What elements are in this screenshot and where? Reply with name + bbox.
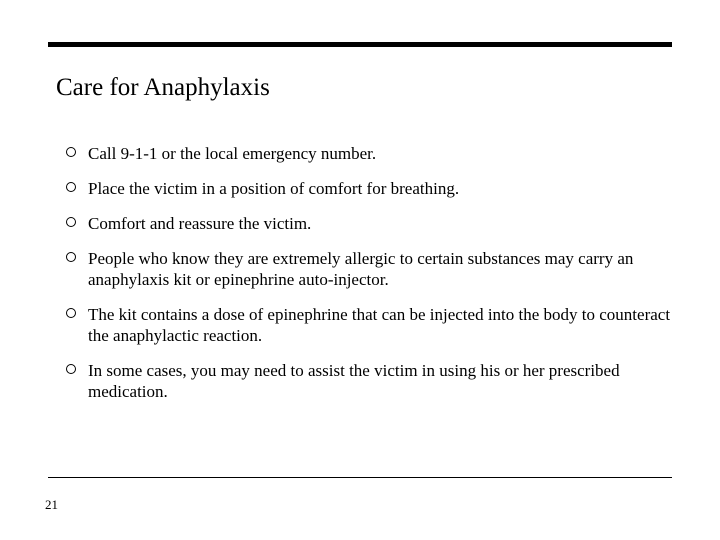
circle-bullet-icon (66, 364, 76, 374)
slide-title: Care for Anaphylaxis (56, 74, 270, 101)
bullet-item (66, 304, 686, 346)
circle-bullet-icon (66, 308, 76, 318)
bullet-item (66, 248, 686, 290)
bullet-item (66, 178, 686, 199)
bullet-list (66, 143, 686, 416)
circle-bullet-icon (66, 252, 76, 262)
bullet-item (66, 360, 686, 402)
bullet-item (66, 143, 686, 164)
bullet-text: Call 9-1-1 or the local emergency number. (88, 144, 377, 163)
top-divider (48, 42, 672, 47)
page-number: 21 (45, 497, 58, 512)
circle-bullet-icon (66, 182, 76, 192)
circle-bullet-icon (66, 147, 76, 157)
circle-bullet-icon (66, 217, 76, 227)
bullet-text: In some cases, you may need to assist the victim in using his or her prescribed medication. (88, 361, 620, 401)
bottom-divider (48, 477, 672, 478)
bullet-text: Place the victim in a position of comfort for breathing. (88, 179, 460, 198)
bullet-item (66, 213, 686, 234)
bullet-text: People who know they are extremely allergic to certain substances may carry an anaphylaxis kit or epinephrine auto-injector. (88, 249, 634, 289)
bullet-text: The kit contains a dose of epinephrine that can be injected into the body to counteract the anaphylactic reaction. (88, 305, 671, 345)
bullet-text: Comfort and reassure the victim. (88, 214, 312, 233)
